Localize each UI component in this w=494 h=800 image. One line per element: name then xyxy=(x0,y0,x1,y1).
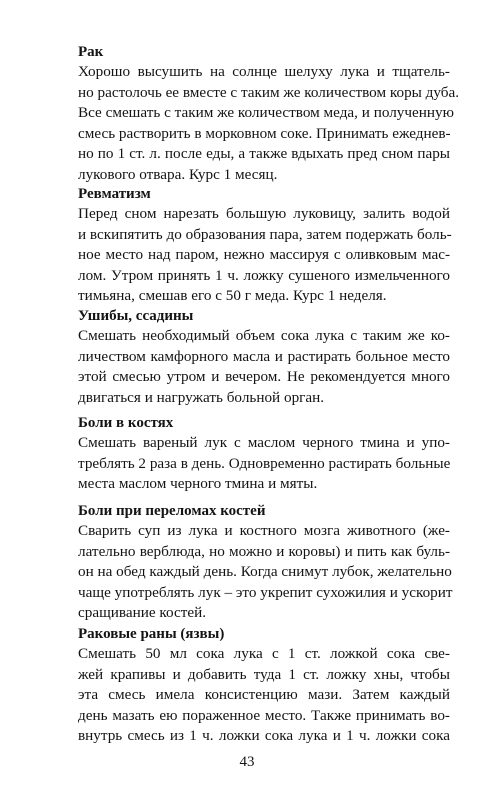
section-heading: Ревматизм xyxy=(78,186,151,202)
text-line: но по 1 ст. л. после еды, а также вдыхать пред сном пары xyxy=(78,145,450,163)
text-line: лукового отвара. Курс 1 месяц. xyxy=(78,165,278,183)
text-line: тимьяна, смешав его с 50 г меда. Курс 1 неделя. xyxy=(78,287,387,305)
text-line: Смешать вареный лук с маслом черного тмина и упо- xyxy=(78,434,450,451)
section-heading: Боли в костях xyxy=(78,415,174,431)
section-cancer xyxy=(78,42,460,186)
text-line: сращивание костей. xyxy=(78,604,207,622)
text-line: лательно верблюда, но можно и коровы) и пить как буль- xyxy=(78,542,450,560)
text-line: ное место над паром, нежно массируя с оливковым мас- xyxy=(78,246,450,264)
page-number: 43 xyxy=(239,754,255,770)
text-line: Хорошо высушить на солнце шелуху лука и тщатель- xyxy=(78,63,450,80)
section-bone-pain xyxy=(78,413,450,495)
text-line: Все смешать с таким же количеством меда, и полученную xyxy=(78,104,454,122)
text-line: треблять 2 раза в день. Одновременно растирать больные xyxy=(78,454,451,472)
text-line: он на обед каждый день. Когда снимут лубок, желательно xyxy=(78,563,452,581)
section-rheumatism xyxy=(78,184,450,307)
text-line: жей крапивы и добавить туда 1 ст. ложку хны, чтобы xyxy=(78,665,450,683)
text-line: Сварить суп из лука и костного мозга животного (же- xyxy=(78,522,450,539)
text-line: двигаться и нагружать больной орган. xyxy=(78,388,325,406)
section-cancer-wounds xyxy=(78,624,450,747)
section-fracture-pain xyxy=(78,501,453,624)
section-bruises xyxy=(78,306,450,408)
section-heading: Рак xyxy=(78,44,104,60)
text-line: смесь растворить в морковном соке. Принимать ежеднев- xyxy=(78,124,451,142)
section-heading: Раковые раны (язвы) xyxy=(78,626,225,642)
text-line: личеством камфорного масла и растирать больное место xyxy=(78,347,450,365)
section-heading: Ушибы, ссадины xyxy=(78,308,194,324)
section-heading: Боли при переломах костей xyxy=(78,503,266,519)
text-line: день мазать ею пораженное место. Также принимать во- xyxy=(78,706,450,724)
text-line: чаще употреблять лук – это укрепит сухожилия и ускорит xyxy=(78,583,453,601)
text-line: но растолочь ее вместе с таким же количеством коры дуба. xyxy=(78,83,460,101)
text-line: этой смесью утром и вечером. Не рекомендуется много xyxy=(78,368,450,386)
text-line: эта смесь имела консистенцию мази. Затем каждый xyxy=(78,686,450,704)
text-line: Смешать 50 мл сока лука с 1 ст. ложкой сока све- xyxy=(78,645,450,662)
text-line: места маслом черного тмина и мяты. xyxy=(78,475,318,493)
text-line: и вскипятить до образования пара, затем подержать боль- xyxy=(78,225,452,243)
text-line: внутрь смесь из 1 ч. ложки сока лука и 1 ч. ложки сока xyxy=(78,727,450,745)
text-line: Перед сном нарезать большую луковицу, залить водой xyxy=(78,205,450,222)
text-line: Смешать необходимый объем сока лука с таким же ко- xyxy=(78,327,450,344)
text-line: лом. Утром принять 1 ч. ложку сушеного измельченного xyxy=(78,266,450,284)
